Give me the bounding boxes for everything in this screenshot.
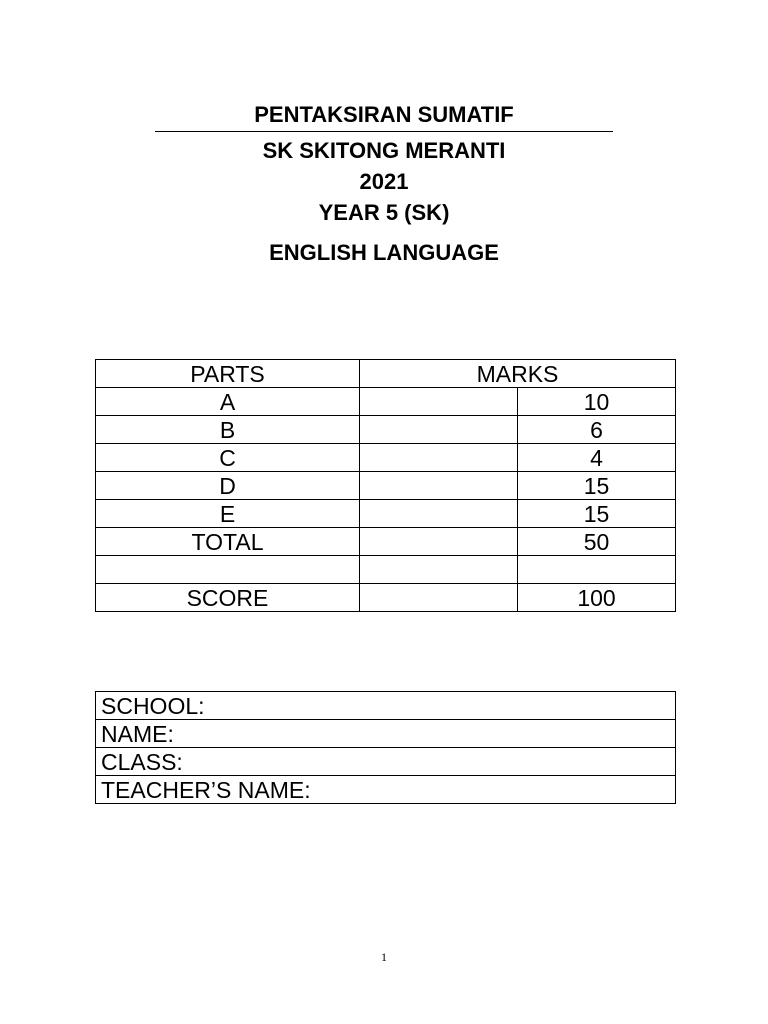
part-cell: C xyxy=(96,444,360,472)
title-grade: YEAR 5 (SK) xyxy=(318,200,450,225)
part-cell xyxy=(96,556,360,584)
school-field: SCHOOL: xyxy=(96,692,676,720)
max-marks-cell: 15 xyxy=(518,472,676,500)
max-marks-cell: 15 xyxy=(518,500,676,528)
title-subject: ENGLISH LANGUAGE xyxy=(269,240,499,265)
teacher-name-field: TEACHER’S NAME: xyxy=(96,776,676,804)
part-cell: TOTAL xyxy=(96,528,360,556)
score-cell xyxy=(360,500,518,528)
max-marks-cell: 10 xyxy=(518,388,676,416)
part-cell: SCORE xyxy=(96,584,360,612)
score-cell xyxy=(360,556,518,584)
table-row xyxy=(96,692,676,720)
max-marks-cell: 4 xyxy=(518,444,676,472)
table-row xyxy=(96,500,676,528)
name-field: NAME: xyxy=(96,720,676,748)
part-cell: E xyxy=(96,500,360,528)
table-row xyxy=(96,444,676,472)
max-marks-cell: 50 xyxy=(518,528,676,556)
marks-table xyxy=(95,359,676,612)
score-cell xyxy=(360,472,518,500)
marks-table-header-row xyxy=(96,360,676,388)
table-row xyxy=(96,472,676,500)
max-marks-cell: 6 xyxy=(518,416,676,444)
score-cell xyxy=(360,584,518,612)
title-assessment: PENTAKSIRAN SUMATIF xyxy=(254,102,514,127)
page-number: 1 xyxy=(381,950,387,964)
title-year: 2021 xyxy=(359,169,409,194)
table-row-score xyxy=(96,584,676,612)
table-row-blank xyxy=(96,556,676,584)
marks-header: MARKS xyxy=(360,360,676,388)
score-cell xyxy=(360,416,518,444)
score-cell xyxy=(360,388,518,416)
table-row-total xyxy=(96,528,676,556)
title-school: SK SKITONG MERANTI xyxy=(262,138,506,163)
max-marks-cell: 100 xyxy=(518,584,676,612)
student-info-table xyxy=(95,691,676,804)
part-cell: A xyxy=(96,388,360,416)
table-row xyxy=(96,388,676,416)
table-row xyxy=(96,720,676,748)
score-cell xyxy=(360,528,518,556)
score-cell xyxy=(360,444,518,472)
title-underline xyxy=(155,131,613,132)
class-field: CLASS: xyxy=(96,748,676,776)
part-cell: B xyxy=(96,416,360,444)
table-row xyxy=(96,748,676,776)
table-row xyxy=(96,416,676,444)
part-cell: D xyxy=(96,472,360,500)
table-row xyxy=(96,776,676,804)
parts-header: PARTS xyxy=(96,360,360,388)
max-marks-cell xyxy=(518,556,676,584)
